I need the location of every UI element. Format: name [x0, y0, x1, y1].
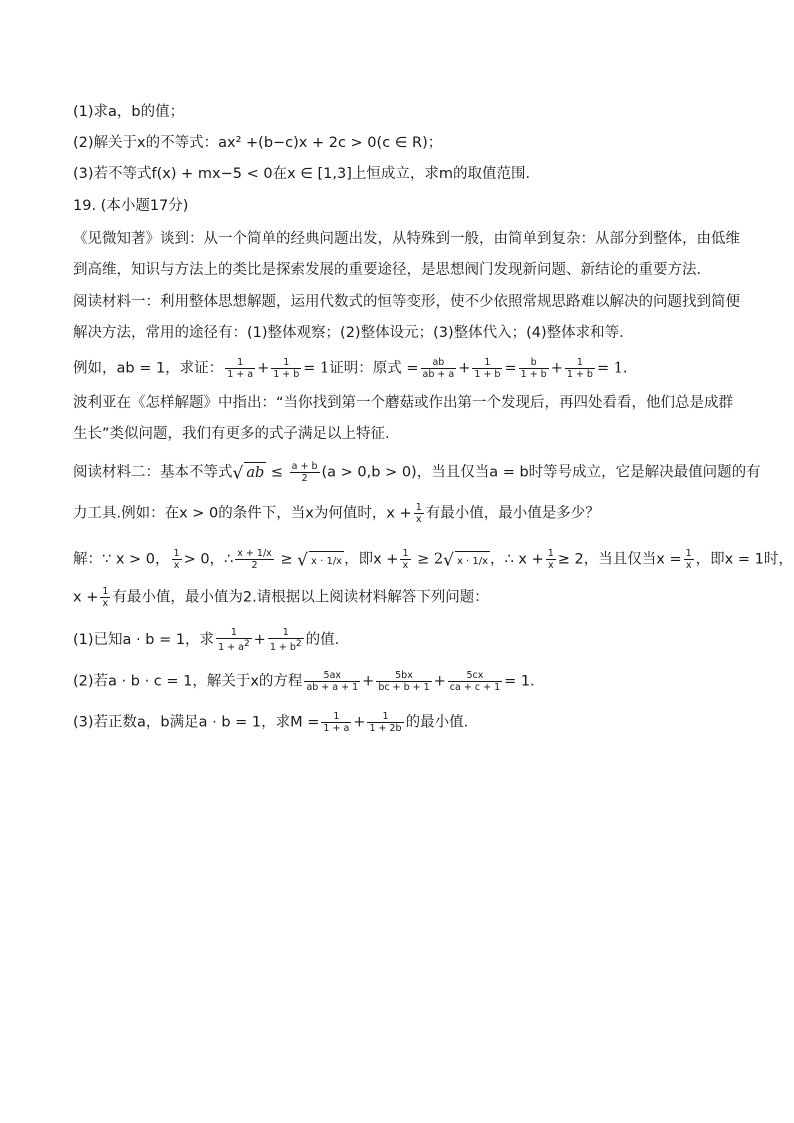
- solution-text-h: 有最小值，最小值为2.请根据以上阅读材料解答下列问题：: [112, 589, 489, 606]
- example-text-a: 例如，ab = 1，求证：: [73, 360, 224, 377]
- question-18-part-1: (1)求a，b的值；: [73, 104, 185, 120]
- fraction: $\frac{1}{x}$: [402, 548, 409, 571]
- fraction: $\frac{1}{x}$: [685, 548, 692, 571]
- fraction: $\frac{1}{1 + b}$: [474, 357, 501, 380]
- q1-text-b: 的值．: [305, 632, 350, 649]
- fraction: $\frac{1}{1 + a}$: [323, 711, 350, 734]
- fraction: $\frac{5bx}{bc + b + 1}$: [378, 670, 430, 693]
- fraction: $\frac{1}{x}$: [547, 548, 554, 571]
- fraction: $\frac{1}{1 + a}$: [227, 357, 254, 380]
- sub-question-2: (2)若a · b · c = 1，解关于x的方程 $\frac{5ax}{ab + a + 1}$ + $\frac{5bx}{bc + b + 1}$ + $\frac{5cx}{ca + c + 1}$ = 1．: [73, 670, 545, 693]
- fraction: $\frac{1}{1 + b^2}$: [269, 627, 302, 654]
- question-18-part-3: (3)若不等式f(x) + mx−5 < 0在x ∈ [1,3]上恒成立，求m的取值范围．: [73, 166, 541, 182]
- solution-text-a: 解：∵ x > 0，: [73, 551, 170, 568]
- intro-line-1: 《见微知著》谈到：从一个简单的经典问题出发，从特殊到一般，由简单到复杂：从部分到整体，由低维: [73, 231, 740, 247]
- question-18-part-2: (2)解关于x的不等式：ax² +(b−c)x + 2c > 0(c ∈ R)；: [73, 135, 443, 151]
- intro-line-2: 到高维，知识与方法上的类比是探索发展的重要途径，是思想阀门发现新问题、新结论的重要方法．: [73, 262, 711, 278]
- q2-text-a: (2)若a · b · c = 1，解关于x的方程: [73, 673, 303, 690]
- solution-line-1: 解：∵ x > 0， $\frac{1}{x}$ > 0，∴ $\frac{x + 1/x}{2}$ ≥ √ x · 1/x ，即x + $\frac{1}{x}$ ≥ 2√ x · 1/x ，∴ x + $\frac{1}{x}$ ≥ 2，当且仅当x = $\frac{1}{x}$ ，即x = 1时，: [73, 548, 793, 571]
- material-two-text-a: 阅读材料二：基本不等式: [73, 464, 233, 481]
- fraction: $\frac{1}{1 + b}$: [273, 357, 300, 380]
- sub-question-3: (3)若正数a，b满足a · b = 1，求M = $\frac{1}{1 + a}$ + $\frac{1}{1 + 2b}$ 的最小值．: [73, 711, 479, 734]
- polya-line-1: 波利亚在《怎样解题》中指出：“当你找到第一个蘑菇或作出第一个发现后，再四处看看，他们总是成群: [73, 395, 734, 411]
- polya-line-2: 生长”类似问题，我们有更多的式子满足以上特征．: [73, 426, 400, 442]
- sub-question-1: (1)已知a · b = 1，求 $\frac{1}{1 + a^2}$ + $\frac{1}{1 + b^2}$ 的值．: [73, 627, 350, 654]
- fraction: $\frac{a + b}{2}$: [291, 461, 318, 484]
- solution-text-b: > 0，∴: [183, 551, 234, 568]
- fraction: $\frac{1}{x}$: [173, 548, 180, 571]
- fraction: $\frac{ab}{ab + a}$: [422, 357, 455, 380]
- material-one-line-1: 阅读材料一：利用整体思想解题，运用代数式的恒等变形，使不少依照常规思路难以解决的问题找到简便: [73, 294, 740, 310]
- material-two-line-1: 阅读材料二：基本不等式√ ab ≤ $\frac{a + b}{2}$ (a > 0,b > 0)，当且仅当a = b时等号成立，它是解决最值问题的有: [73, 461, 761, 484]
- solution-text-d: ，∴ x +: [490, 551, 544, 568]
- fraction: $\frac{1}{1 + b}$: [566, 357, 593, 380]
- solution-text-g: x +: [73, 589, 99, 606]
- example-text-b: 证明：原式 =: [329, 360, 419, 377]
- fraction: $\frac{1}{1 + 2b}$: [369, 711, 402, 734]
- fraction: $\frac{1}{x}$: [102, 586, 109, 609]
- q1-text-a: (1)已知a · b = 1，求: [73, 632, 215, 649]
- material-two-line-2: [73, 502, 754, 525]
- solution-text-f: ，即x = 1时，: [695, 551, 793, 568]
- material-one-line-2: 解决方法，常用的途径有：(1)整体观察；(2)整体设元；(3)整体代入；(4)整体求和等．: [73, 325, 634, 341]
- material-two-text-d: 有最小值，最小值是多少？: [425, 505, 600, 522]
- material-two-text-c: 力工具.例如：在x > 0的条件下，当x为何值时，x +: [73, 505, 412, 522]
- solution-text-c: ，即x +: [344, 551, 399, 568]
- fraction: $\frac{5ax}{ab + a + 1}$: [306, 670, 359, 693]
- fraction: $\frac{1}{x}$: [415, 502, 422, 525]
- fraction: $\frac{x + 1/x}{2}$: [237, 548, 272, 571]
- material-two-text-b: (a > 0,b > 0)，当且仅当a = b时等号成立，它是解决最值问题的有: [321, 464, 761, 481]
- q3-text-a: (3)若正数a，b满足a · b = 1，求M =: [73, 714, 320, 731]
- fraction: $\frac{1}{1 + a^2}$: [218, 627, 250, 654]
- q2-text-b: = 1．: [504, 673, 545, 690]
- fraction: $\frac{b}{1 + b}$: [520, 357, 547, 380]
- fraction: $\frac{5cx}{ca + c + 1}$: [449, 670, 501, 693]
- q3-text-b: 的最小值．: [405, 714, 479, 731]
- example-line: 例如，ab = 1，求证： $\frac{1}{1 + a}$ + $\frac{1}{1 + b}$ = 1证明：原式 = $\frac{ab}{ab + a}$ + $\frac{1}{1 + b}$ = $\frac{b}{1 + b}$ + $\frac{1}{1 + b}$ = 1.: [73, 357, 628, 380]
- solution-text-e: ≥ 2，当且仅当x =: [557, 551, 682, 568]
- question-19-heading: 19. (本小题17分): [73, 198, 189, 214]
- solution-line-2: [73, 586, 754, 609]
